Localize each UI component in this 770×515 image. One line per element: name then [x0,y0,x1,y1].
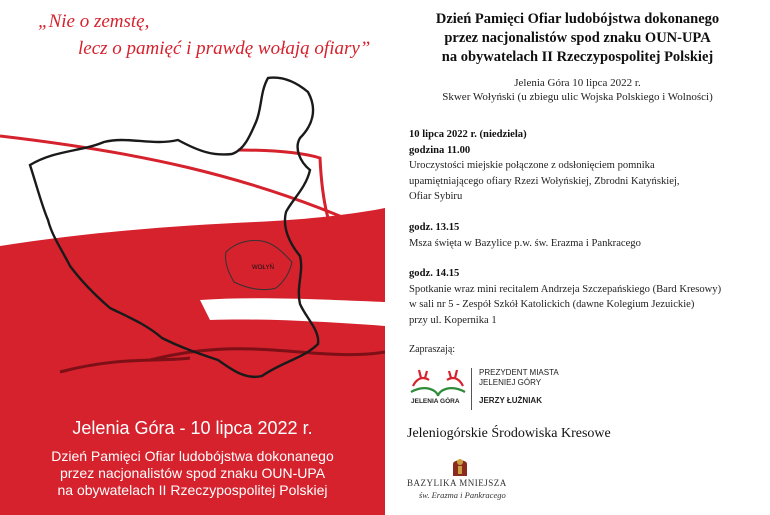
location-line-2: Skwer Wołyński (u zbiegu ulic Wojska Polskiego i Wolności) [442,91,713,103]
map-region-label: WOŁYŃ [252,265,275,271]
event-description: w sali nr 5 - Zespół Szkół Katolickich (dawne Kolegium Jezuickie) [409,299,695,310]
mayor-name: JERZY ŁUŻNIAK [479,396,542,405]
poster-subtitle-line-2: przez nacjonalistów spod znaku OUN-UPA [59,465,326,481]
event-description: Msza święta w Bazylice p.w. św. Erazma i Pankracego [409,237,641,249]
event-block-3 [409,266,759,328]
program-heading [385,10,770,67]
event-description: upamiętniającego ofiary Rzezi Wołyńskiej, Zbrodni Katyńskiej, [409,175,680,187]
basilica-patrons: św. Erazma i Pankracego [419,490,506,500]
quote-line-1: „Nie o zemstę, [38,11,150,32]
mayor-block [479,368,559,406]
event-block-1 [409,127,759,205]
quote-line-2: lecz o pamięć i prawdę wołają ofiary” [78,38,371,59]
event-description: Uroczystości miejskie połączone z odsłonięciem pomnika [409,160,655,171]
organizers-label: Zapraszają: [409,344,456,355]
basilica-logo [407,456,519,510]
event-block-2 [409,220,759,251]
basilica-name: BAZYLIKA MNIEJSZA [407,478,507,488]
program-panel [385,0,770,515]
heading-line-1: Dzień Pamięci Ofiar ludobójstwa dokonanego [435,11,720,27]
crest-icon [445,456,475,478]
poster-subtitle-line-1: Dzień Pamięci Ofiar ludobójstwa dokonanego [51,448,334,464]
event-date: 10 lipca 2022 r. (niedziela) [409,129,527,140]
heading-line-2: przez nacjonalistów spod znaku OUN-UPA [444,30,711,46]
poster-title: Jelenia Góra - 10 lipca 2022 r. [72,418,313,438]
event-time: godz. 13.15 [409,222,460,233]
quote [0,8,385,62]
divider [471,368,472,410]
poster-subtitle [0,448,385,499]
event-description: Spotkanie wraz mini recitalem Andrzeja Szczepańskiego (Bard Kresowy) [409,283,722,295]
event-description: przy ul. Kopernika 1 [409,314,497,326]
logo-caption: JELENIA GÓRA [411,398,460,405]
mayor-title-2: JELENIEJ GÓRY [479,378,542,387]
event-location [385,76,770,104]
deer-antler-icon [407,366,469,400]
event-time: godzina 11.00 [409,144,471,156]
event-time: godz. 14.15 [409,268,460,279]
event-description: Ofiar Sybiru [409,191,463,202]
organizer-name: Jeleniogórskie Środowiska Kresowe [407,426,611,441]
jelenia-gora-logo [407,366,469,412]
poster-subtitle-line-3: na obywatelach II Rzeczypospolitej Polskiej [57,482,328,498]
location-line-1: Jelenia Góra 10 lipca 2022 r. [514,77,641,89]
mayor-title-1: PREZYDENT MIASTA [479,368,559,377]
heading-line-3: na obywatelach II Rzeczypospolitej Polskiej [441,49,714,65]
